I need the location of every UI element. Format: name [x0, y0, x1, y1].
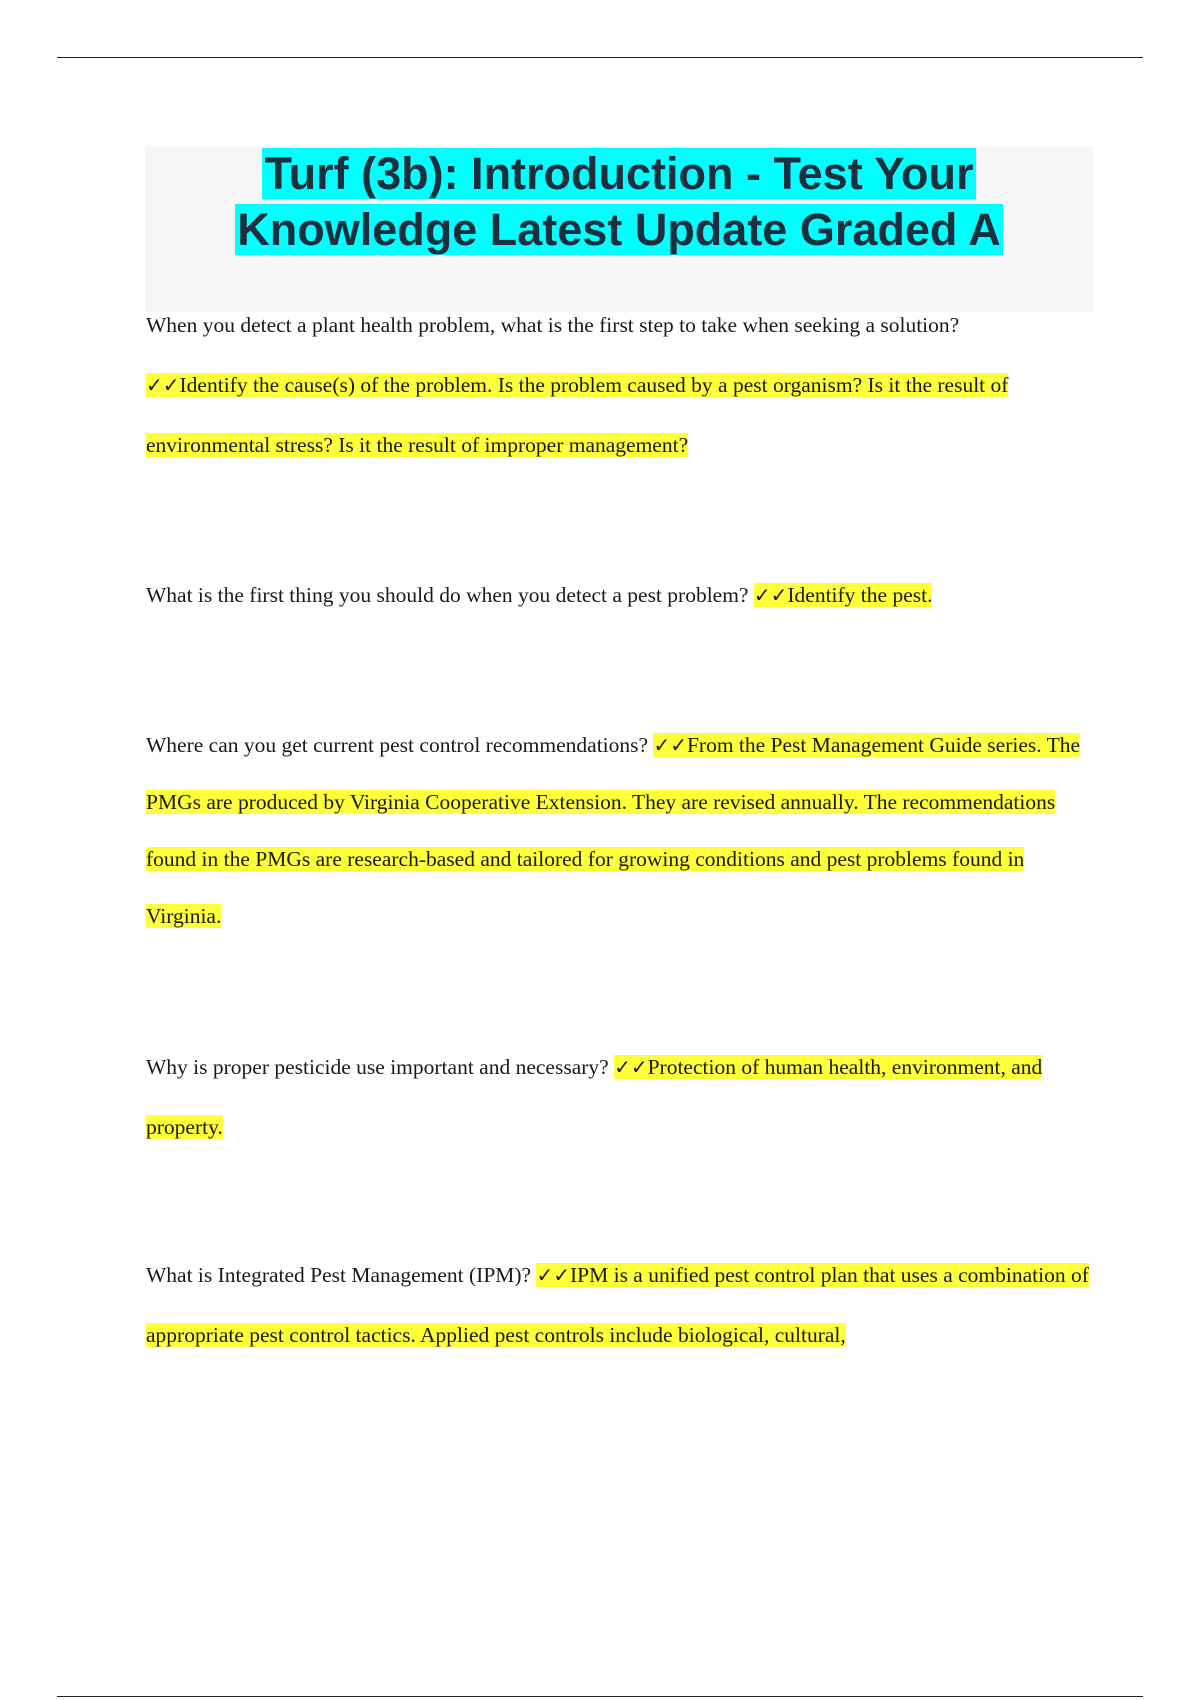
question-text: Where can you get current pest control recommendations? — [146, 733, 649, 757]
check-mark-icon: ✓✓ — [146, 373, 180, 397]
check-mark-icon: ✓✓ — [536, 1263, 570, 1287]
document-title — [145, 146, 1093, 258]
answer-text: ✓✓Identify the pest. — [753, 583, 933, 607]
title-line-1: Turf (3b): Introduction - Test Your — [264, 148, 974, 199]
question-text: What is Integrated Pest Management (IPM)? — [146, 1263, 532, 1287]
top-rule — [57, 57, 1143, 58]
qa-item-3 — [146, 717, 1090, 945]
question-text: Why is proper pesticide use important and necessary? — [146, 1055, 609, 1079]
qa-item-2 — [146, 565, 1090, 625]
question-text: What is the first thing you should do when you detect a pest problem? — [146, 583, 749, 607]
answer-text: ✓✓Protection of human health, environment, and property. — [146, 1055, 1043, 1139]
answer-text: ✓✓From the Pest Management Guide series. The PMGs are produced by Virginia Cooperative Extension. They are revised annually. The recommendations found in the PMGs are research-based and tailored for growing conditions and pest problems found in Virginia. — [146, 733, 1081, 928]
qa-item-5 — [146, 1245, 1090, 1365]
answer-text: ✓✓Identify the cause(s) of the problem. Is the problem caused by a pest organism? Is it the result of environmental stress? Is it the result of improper management? — [146, 373, 1009, 457]
qa-item-4 — [146, 1037, 1090, 1157]
title-block — [145, 146, 1093, 312]
title-line-2: Knowledge Latest Update Graded A — [237, 204, 1001, 255]
question-text: When you detect a plant health problem, what is the first step to take when seeking a solution? — [146, 313, 960, 337]
check-mark-icon: ✓✓ — [614, 1055, 648, 1079]
bottom-rule — [57, 1696, 1143, 1697]
qa-item-1 — [146, 295, 1090, 475]
check-mark-icon: ✓✓ — [653, 733, 687, 757]
check-mark-icon: ✓✓ — [753, 583, 788, 607]
answer-text: ✓✓IPM is a unified pest control plan that uses a combination of appropriate pest control tactics. Applied pest controls include biological, cultural, — [146, 1263, 1089, 1347]
